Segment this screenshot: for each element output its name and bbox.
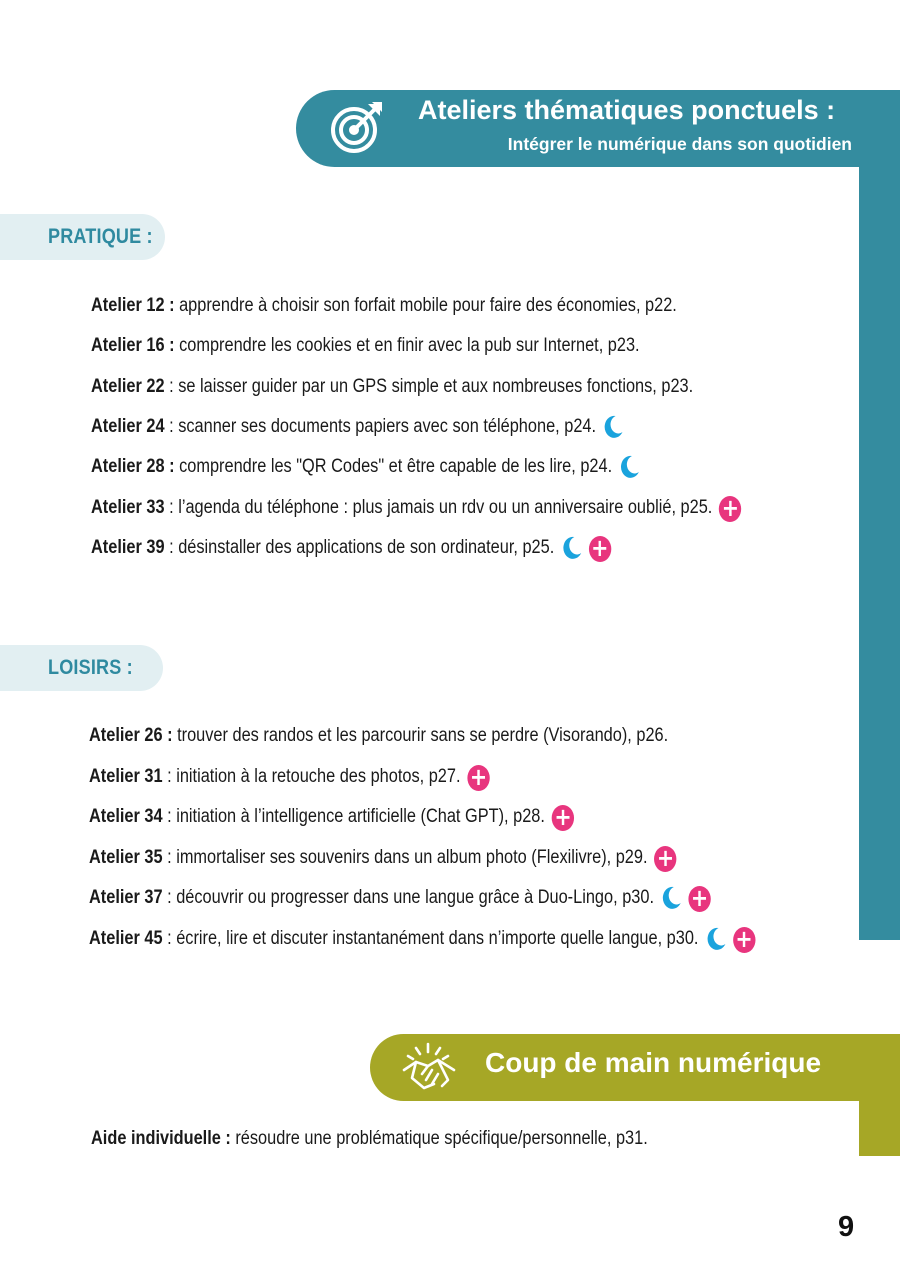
list-item	[91, 333, 640, 359]
list-item	[89, 764, 490, 790]
list-item	[89, 723, 668, 749]
plus-icon: +	[552, 805, 574, 831]
item-name: Atelier 31	[89, 765, 163, 787]
list-item	[89, 804, 574, 830]
item-text: : désinstaller des applications de son ordinateur, p25.	[164, 536, 555, 558]
item-name: Atelier 39	[91, 536, 165, 558]
handshake-icon	[398, 1040, 460, 1096]
coup-de-main-side-stripe	[859, 1060, 900, 1156]
list-item	[91, 374, 693, 400]
list-item	[91, 454, 640, 480]
plus-icon: +	[467, 765, 489, 791]
section-label-pratique	[0, 214, 165, 260]
moon-icon	[705, 926, 726, 950]
item-name: Atelier 37	[89, 887, 163, 908]
item-name: Atelier 22	[91, 375, 165, 397]
item-name: Atelier 24	[91, 415, 165, 437]
header-subtitle: Intégrer le numérique dans son quotidien	[507, 134, 852, 154]
item-name: Atelier 33	[91, 496, 165, 518]
header-title: Ateliers thématiques ponctuels :	[418, 95, 836, 125]
item-text: : immortaliser ses souvenirs dans un album photo (Flexilivre), p29.	[162, 846, 648, 868]
plus-icon: +	[688, 886, 710, 912]
header-side-stripe	[859, 120, 900, 940]
item-text: : découvrir ou progresser dans une langue grâce à Duo-Lingo, p30.	[162, 887, 654, 908]
coup-de-main-title: Coup de main numérique	[485, 1047, 822, 1078]
plus-icon: +	[733, 927, 755, 953]
list-item	[89, 845, 677, 871]
item-text: trouver des randos et les parcourir sans se perdre (Visorando), p26.	[172, 725, 669, 746]
list-item	[91, 293, 677, 319]
section-label-loisirs	[0, 645, 163, 691]
page-number: 9	[838, 1211, 855, 1243]
list-item	[91, 535, 611, 561]
moon-icon	[661, 885, 682, 909]
list-item	[89, 926, 755, 952]
item-text: comprendre les cookies et en finir avec la pub sur Internet, p23.	[174, 335, 640, 357]
plus-icon: +	[654, 846, 676, 872]
moon-icon	[561, 535, 582, 559]
item-name: Atelier 28 :	[91, 456, 175, 478]
item-text: comprendre les "QR Codes" et être capable de les lire, p24.	[174, 456, 613, 478]
item-text: apprendre à choisir son forfait mobile pour faire des économies, p22.	[174, 295, 677, 316]
item-text: : écrire, lire et discuter instantanément dans n’importe quelle langue, p30.	[162, 927, 699, 949]
item-text: : scanner ses documents papiers avec son téléphone, p24.	[164, 415, 597, 437]
item-name: Atelier 45	[89, 927, 163, 949]
plus-icon: +	[719, 496, 741, 522]
target-icon	[328, 100, 384, 156]
item-text: : initiation à la retouche des photos, p27.	[162, 765, 461, 787]
item-name: Aide individuelle :	[91, 1128, 231, 1149]
item-name: Atelier 16 :	[91, 335, 175, 357]
moon-icon	[603, 414, 624, 438]
item-text: : initiation à l’intelligence artificielle (Chat GPT), p28.	[162, 806, 545, 827]
item-text: : se laisser guider par un GPS simple et aux nombreuses fonctions, p23.	[164, 375, 694, 397]
item-text: : l’agenda du téléphone : plus jamais un rdv ou un anniversaire oublié, p25.	[164, 496, 713, 518]
aide-individuelle-line	[91, 1126, 648, 1152]
moon-icon	[619, 454, 640, 478]
plus-icon: +	[589, 536, 611, 562]
list-item	[89, 885, 711, 911]
section-label-text: PRATIQUE :	[48, 225, 153, 248]
item-name: Atelier 12 :	[91, 295, 175, 316]
section-label-text: LOISIRS :	[48, 656, 133, 679]
item-name: Atelier 34	[89, 806, 163, 827]
item-text: résoudre une problématique spécifique/personnelle, p31.	[230, 1128, 648, 1149]
item-name: Atelier 26 :	[89, 725, 173, 746]
list-item	[91, 414, 624, 440]
item-name: Atelier 35	[89, 846, 163, 868]
list-item	[91, 495, 742, 521]
